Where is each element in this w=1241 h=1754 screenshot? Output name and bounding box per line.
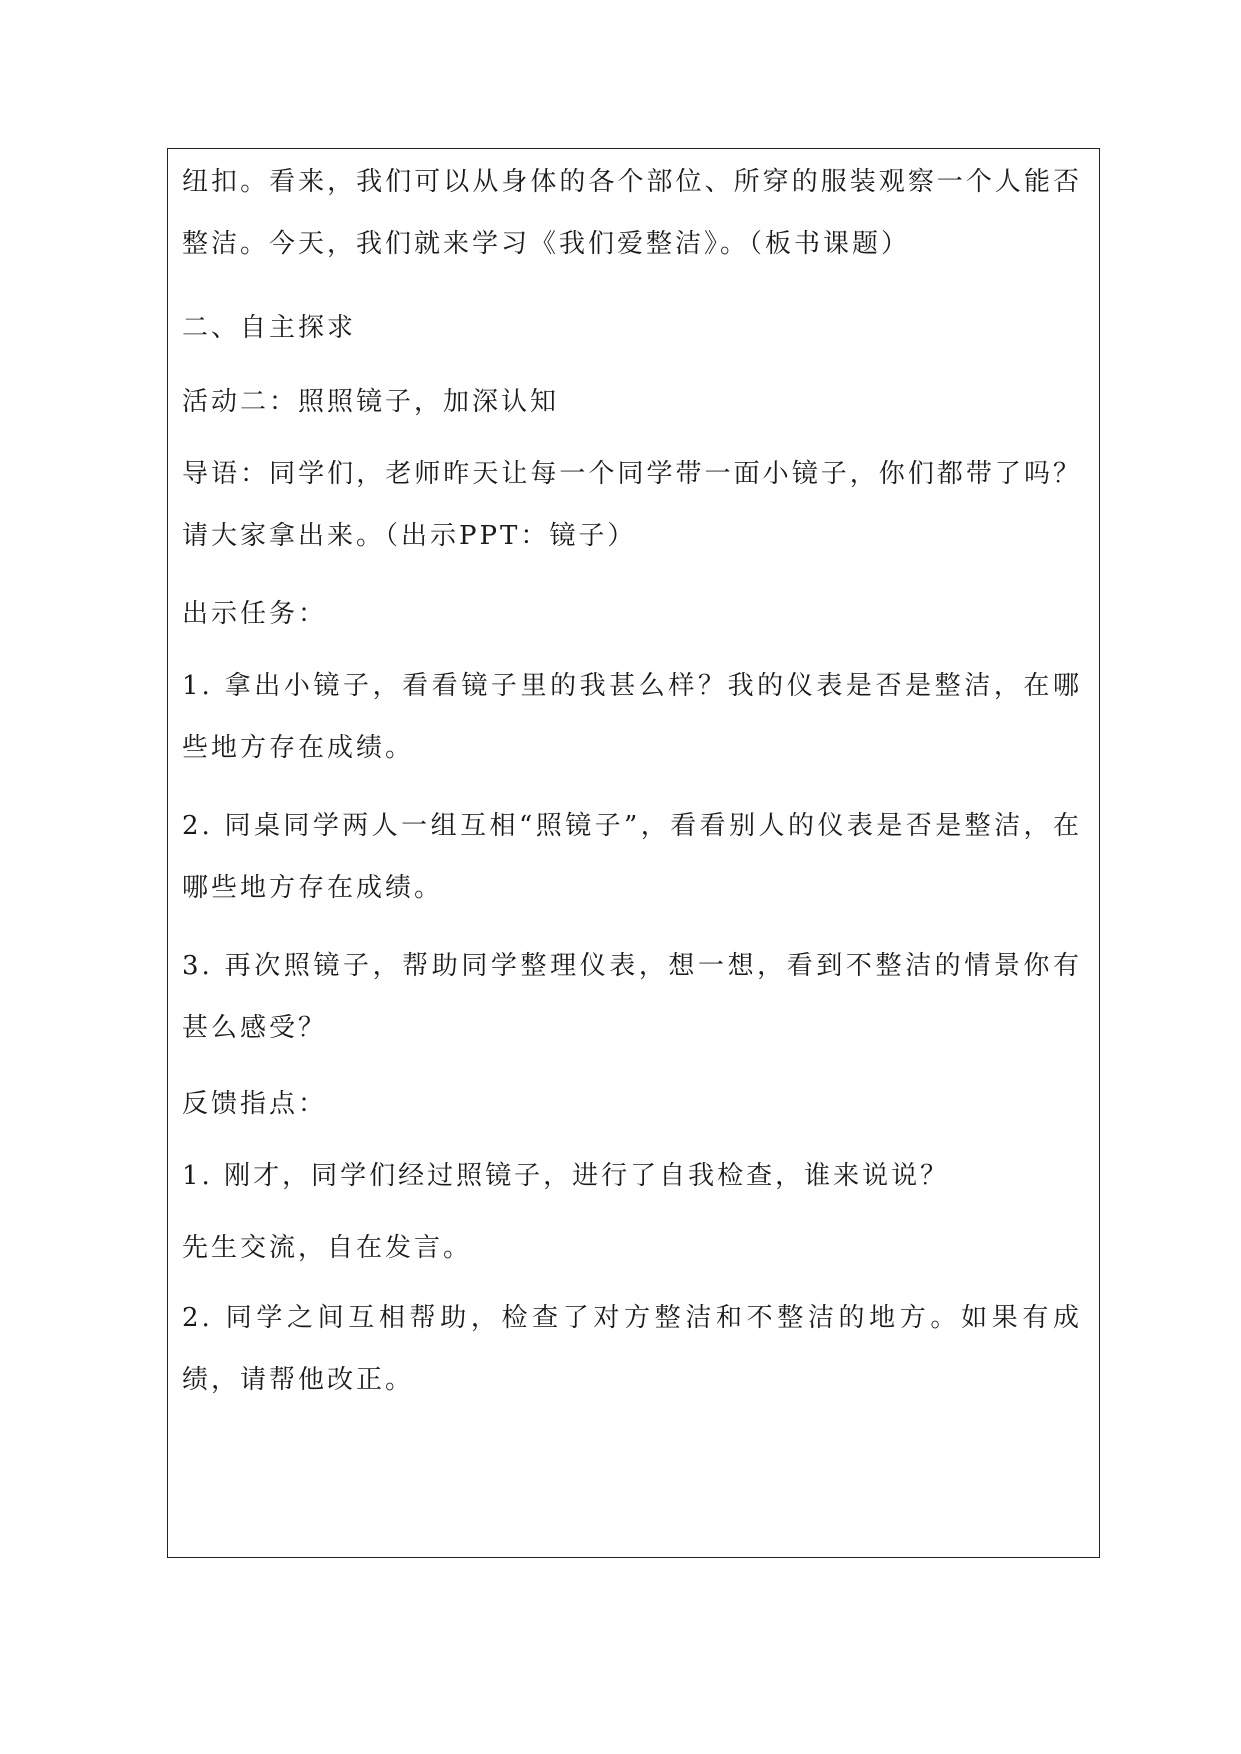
intro-paragraph: 导语：同学们，老师昨天让每一个同学带一面小镜子，你们都带了吗？请大家拿出来。（出示PPT：镜子） xyxy=(182,459,1082,551)
feedback-item-1: 1. 刚才，同学们经过照镜子，进行了自我检查，谁来说说？ xyxy=(182,1161,950,1191)
lesson-content-cell xyxy=(167,148,1100,1558)
feedback-heading: 反馈指点： xyxy=(182,1089,328,1119)
task-item-2: 2. 同桌同学两人一组互相“照镜子”，看看别人的仪表是否是整洁，在哪些地方存在成绩。 xyxy=(182,811,1082,903)
paragraph-1: 纽扣。看来，我们可以从身体的各个部位、所穿的服装观察一个人能否整洁。今天，我们就来学习《我们爱整洁》。（板书课题） xyxy=(182,167,1082,259)
task-item-1: 1. 拿出小镜子，看看镜子里的我甚么样？我的仪表是否是整洁，在哪些地方存在成绩。 xyxy=(182,671,1082,763)
feedback-note: 先生交流，自在发言。 xyxy=(182,1233,473,1263)
activity-heading: 活动二：照照镜子，加深认知 xyxy=(182,387,560,417)
section-heading: 二、自主探求 xyxy=(182,313,357,343)
feedback-item-2: 2. 同学之间互相帮助，检查了对方整洁和不整洁的地方。如果有成绩，请帮他改正。 xyxy=(182,1303,1082,1395)
task-heading: 出示任务： xyxy=(182,599,328,629)
task-item-3: 3. 再次照镜子，帮助同学整理仪表，想一想，看到不整洁的情景你有甚么感受？ xyxy=(182,951,1082,1043)
